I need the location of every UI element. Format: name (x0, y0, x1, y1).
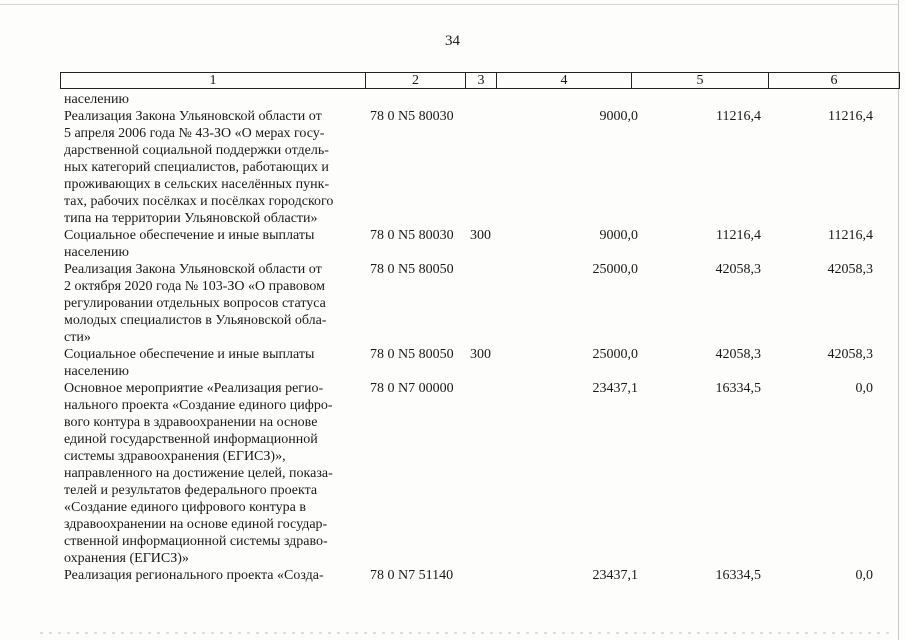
description-line: проживающих в сельских населённых пунк- (64, 177, 330, 192)
row-description (64, 261, 364, 346)
row-expense-type: 300 (470, 347, 491, 362)
row-code: 78 0 N5 80050 (370, 262, 454, 277)
row-description (64, 567, 364, 584)
description-line: ственной информационной системы здраво- (64, 534, 328, 549)
description-line: Социальное обеспечение и иные выплаты (64, 347, 315, 362)
row-value-5: 16334,5 (715, 381, 761, 396)
row-code: 78 0 N7 51140 (370, 568, 454, 583)
table-row (0, 380, 905, 567)
description-line: населению (64, 92, 129, 107)
row-code: 78 0 N5 80030 (370, 228, 454, 243)
row-value-5: 11216,4 (716, 109, 761, 124)
row-value-6: 0,0 (855, 381, 873, 396)
row-code: 78 0 N7 00000 (370, 381, 454, 396)
row-code: 78 0 N5 80030 (370, 109, 454, 124)
row-expense-type (470, 91, 498, 108)
table-body (0, 91, 905, 584)
header-col-1: 1 (61, 73, 366, 88)
table-row (0, 227, 905, 261)
description-line: Реализация регионального проекта «Созда- (64, 568, 324, 583)
header-col-2: 2 (366, 73, 466, 88)
row-value-4: 23437,1 (592, 568, 638, 583)
row-value-6: 11216,4 (828, 109, 873, 124)
page-number: 34 (445, 33, 460, 49)
row-value-6: 11216,4 (828, 228, 873, 243)
description-line: нального проекта «Создание единого цифро- (64, 398, 333, 413)
row-value-5: 42058,3 (715, 262, 761, 277)
description-line: Основное мероприятие «Реализация регио- (64, 381, 324, 396)
row-description (64, 380, 364, 567)
row-description (64, 227, 364, 261)
description-line: тах, рабочих посёлках и посёлках городского (64, 194, 334, 209)
row-value-4: 23437,1 (592, 381, 638, 396)
description-line: Реализация Закона Ульяновской области от (64, 109, 322, 124)
description-line: здравоохранении на основе единой государ- (64, 517, 328, 532)
header-col-4: 4 (497, 73, 632, 88)
description-line: направленного на достижение целей, показа- (64, 466, 333, 481)
row-expense-type (470, 380, 498, 567)
description-line: типа на территории Ульяновской области» (64, 211, 318, 226)
row-expense-type: 300 (470, 228, 491, 243)
row-value-4: 9000,0 (599, 228, 638, 243)
row-description (64, 108, 364, 227)
table-row (0, 346, 905, 380)
description-line: сти» (64, 330, 91, 345)
table-header (60, 72, 900, 89)
table-row (0, 567, 905, 584)
row-value-6: 0,0 (855, 568, 873, 583)
row-expense-type (470, 108, 498, 227)
row-description (64, 346, 364, 380)
description-line: 2 октября 2020 года № 103-ЗО «О правовом (64, 279, 325, 294)
row-description (64, 91, 364, 108)
description-line: 5 апреля 2006 года № 43-ЗО «О мерах госу- (64, 126, 325, 141)
description-line: телей и результатов федерального проекта (64, 483, 318, 498)
description-line: регулировании отдельных вопросов статуса (64, 296, 326, 311)
table-row (0, 91, 905, 108)
row-value-6: 42058,3 (827, 347, 873, 362)
scan-artifact (40, 632, 890, 634)
row-code: 78 0 N5 80050 (370, 347, 454, 362)
row-value-5: 16334,5 (715, 568, 761, 583)
row-value-6 (761, 91, 873, 108)
row-expense-type (470, 567, 498, 584)
description-line: ных категорий специалистов, работающих и (64, 160, 329, 175)
description-line: населению (64, 245, 129, 260)
row-value-5 (638, 91, 761, 108)
page-edge-top (0, 4, 898, 5)
row-value-4: 9000,0 (599, 109, 638, 124)
description-line: единой государственной информационной (64, 432, 318, 447)
row-value-4 (498, 91, 638, 108)
row-value-5: 42058,3 (715, 347, 761, 362)
table-row (0, 261, 905, 346)
row-value-4: 25000,0 (592, 347, 638, 362)
table-row (0, 108, 905, 227)
description-line: населению (64, 364, 129, 379)
description-line: охранения (ЕГИСЗ)» (64, 551, 189, 566)
row-expense-type (470, 261, 498, 346)
row-value-5: 11216,4 (716, 228, 761, 243)
description-line: дарственной социальной поддержки отдель- (64, 143, 329, 158)
description-line: «Создание единого цифрового контура в (64, 500, 306, 515)
description-line: Реализация Закона Ульяновской области от (64, 262, 322, 277)
header-col-6: 6 (830, 73, 838, 88)
row-code (370, 91, 470, 108)
description-line: Социальное обеспечение и иные выплаты (64, 228, 315, 243)
description-line: молодых специалистов в Ульяновской обла- (64, 313, 327, 328)
header-col-5: 5 (632, 73, 769, 88)
row-value-4: 25000,0 (592, 262, 638, 277)
header-col-3: 3 (466, 73, 497, 88)
description-line: системы здравоохранения (ЕГИСЗ)», (64, 449, 286, 464)
description-line: вого контура в здравоохранении на основе (64, 415, 318, 430)
row-value-6: 42058,3 (827, 262, 873, 277)
